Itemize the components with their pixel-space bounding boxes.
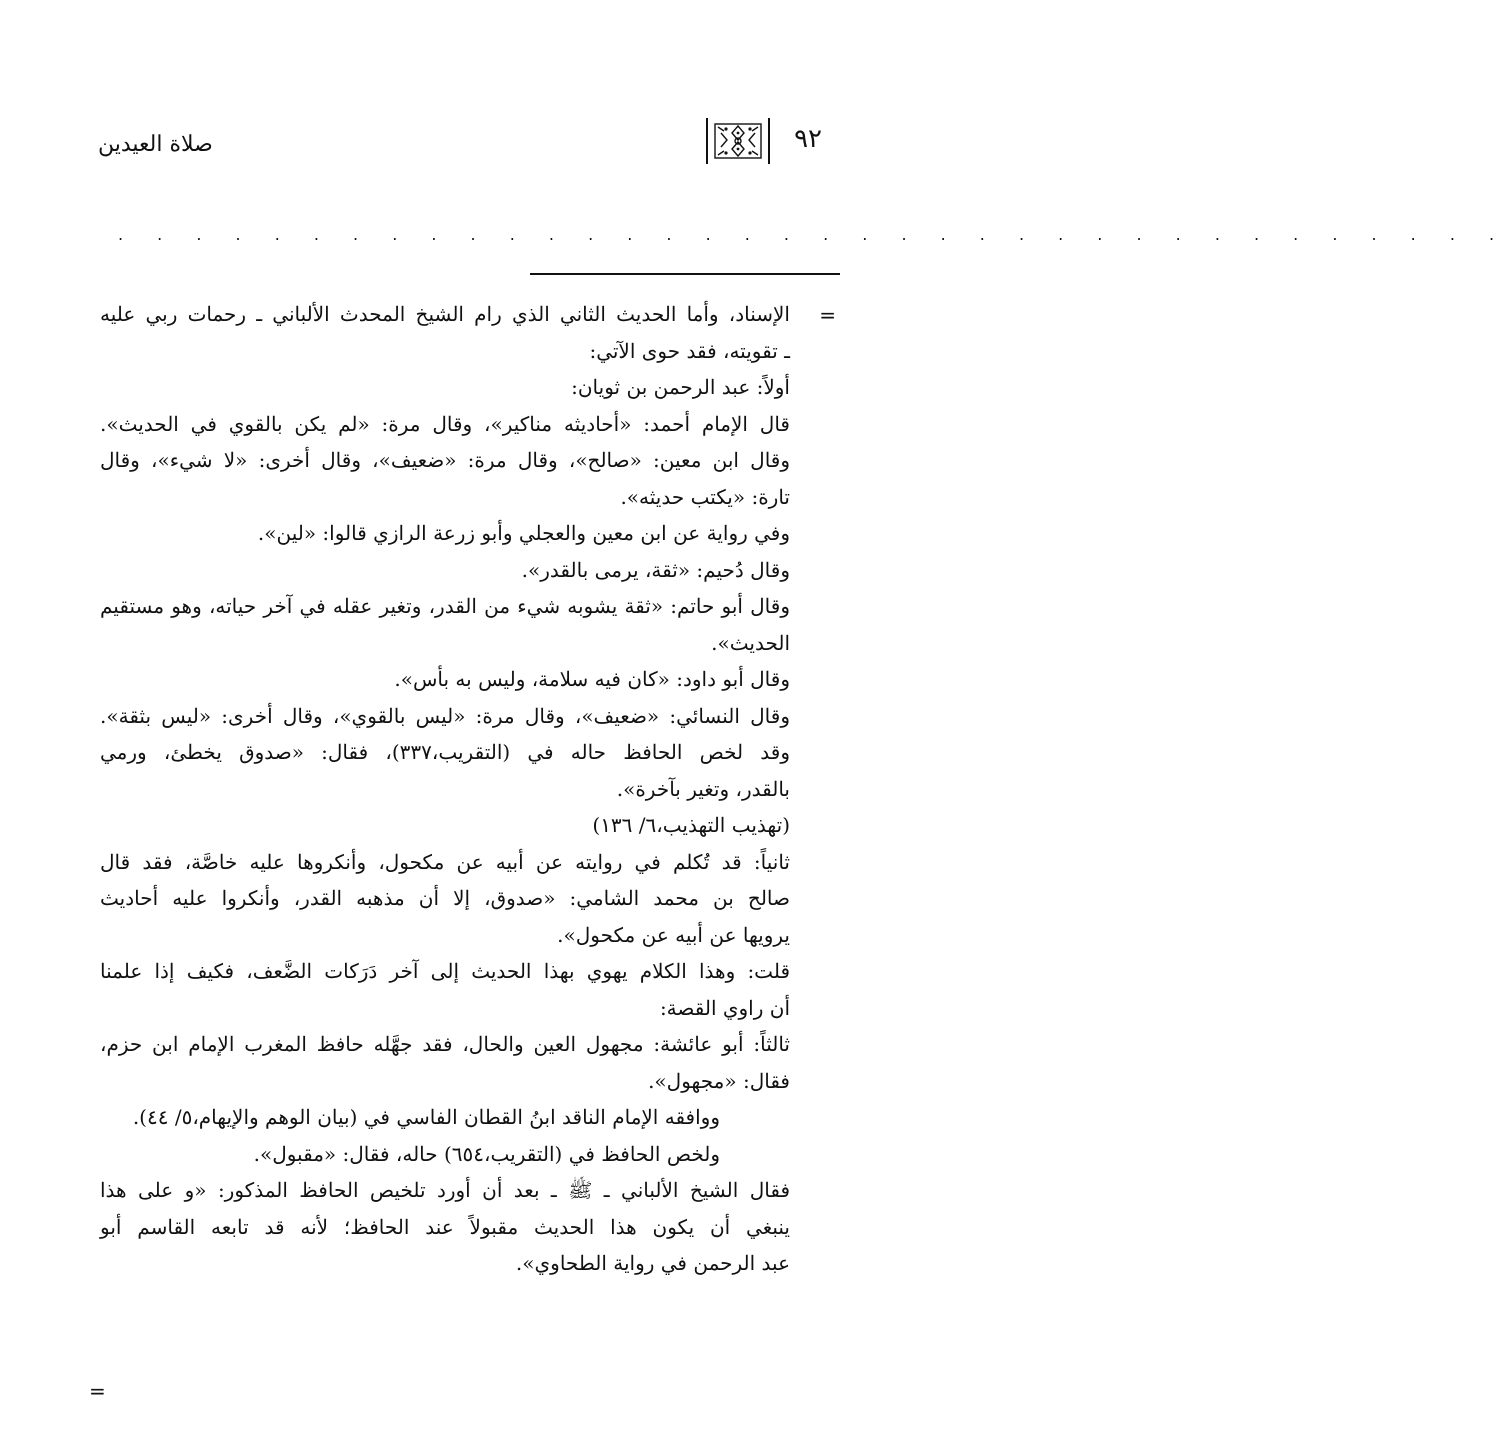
page-number: ٩٢ [794,124,822,154]
text-line: قال الإمام أحمد: «أحاديثه مناكير»، وقال مرة: «لم يكن بالقوي في الحديث». [100,411,790,436]
text-line: ينبغي أن يكون هذا الحديث مقبولاً عند الحافظ؛ لأنه قد تابعه القاسم أبو [100,1214,790,1239]
text-line: عبد الرحمن في رواية الطحاوي». [515,1251,790,1275]
text-line: يرويها عن أبيه عن مكحول». [557,922,790,947]
dotted-separator: . . . . . . . . . . . . . . . . . . . . . . . . . . . . . . . . . . . . [118,225,1509,244]
text-line: الإسناد، وأما الحديث الثاني الذي رام الشيخ المحدث الألباني ـ رحمات ربي عليه [100,302,790,326]
text-line: وقال أبو داود: «كان فيه سلامة، وليس به بأس». [394,667,790,691]
text-line: الحديث». [711,630,790,655]
text-line: أن راوي القصة: [659,995,790,1020]
text-line: ووافقه الإمام الناقد ابنُ القطان الفاسي في (بيان الوهم والإيهام،٥/ ٤٤). [132,1105,720,1129]
text-line: فقال الشيخ الألباني ـ ﷺ ـ بعد أن أورد تلخيص الحافظ المذكور: «و على هذا [100,1178,791,1202]
text-line: وقال النسائي: «ضعيف»، وقال مرة: «ليس بالقوي»، وقال أخرى: «ليس بثقة». [100,703,790,728]
text-line: قلت: وهذا الكلام يهوي بهذا الحديث إلى آخر دَرَكات الضَّعف، فكيف إذا علمنا [100,959,790,983]
text-line: وقال أبو حاتم: «ثقة يشوبه شيء من القدر، وتغير عقله في آخر حياته، وهو مستقيم [100,594,790,618]
footnote-text [100,296,790,1282]
text-line: (تهذيب التهذيب،٦/ ١٣٦) [592,813,790,837]
text-line: وقال ابن معين: «صالح»، وقال مرة: «ضعيف»، وقال أخرى: «لا شيء»، وقال [100,448,791,472]
text-line: بالقدر، وتغير بآخرة». [616,776,790,801]
text-line: ولخص الحافظ في (التقريب،٦٥٤) حاله، فقال: «مقبول». [253,1141,720,1166]
ornament-icon [706,118,770,164]
continuation-mark-end: = [89,1379,106,1403]
text-line: تارة: «يكتب حديثه». [620,484,790,509]
text-line: ثانياً: قد تُكلم في روايته عن أبيه عن مكحول، وأنكروها عليه خاصَّة، فقد قال [100,849,790,874]
text-line: وفي رواية عن ابن معين والعجلي وأبو زرعة الرازي قالوا: «لين». [257,521,790,545]
text-line: وقال دُحيم: «ثقة، يرمى بالقدر». [521,557,790,582]
footnote-rule [530,273,840,275]
text-line: صالح بن محمد الشامي: «صدوق، إلا أن مذهبه القدر، وأنكروا عليه أحاديث [100,886,791,910]
text-line: ـ تقويته، فقد حوى الآتي: [589,338,790,363]
text-line: أولاً: عبد الرحمن بن ثويان: [571,375,790,399]
text-line: ثالثاً: أبو عائشة: مجهول العين والحال، فقد جهَّله حافظ المغرب الإمام ابن حزم، [100,1032,790,1056]
running-title: صلاة العيدين [98,132,213,157]
text-line: وقد لخص الحافظ حاله في (التقريب،٣٣٧)، فقال: «صدوق يخطئ، ورمي [100,740,791,764]
text-line: فقال: «مجهول». [648,1068,790,1093]
continuation-mark-start: = [819,303,836,327]
